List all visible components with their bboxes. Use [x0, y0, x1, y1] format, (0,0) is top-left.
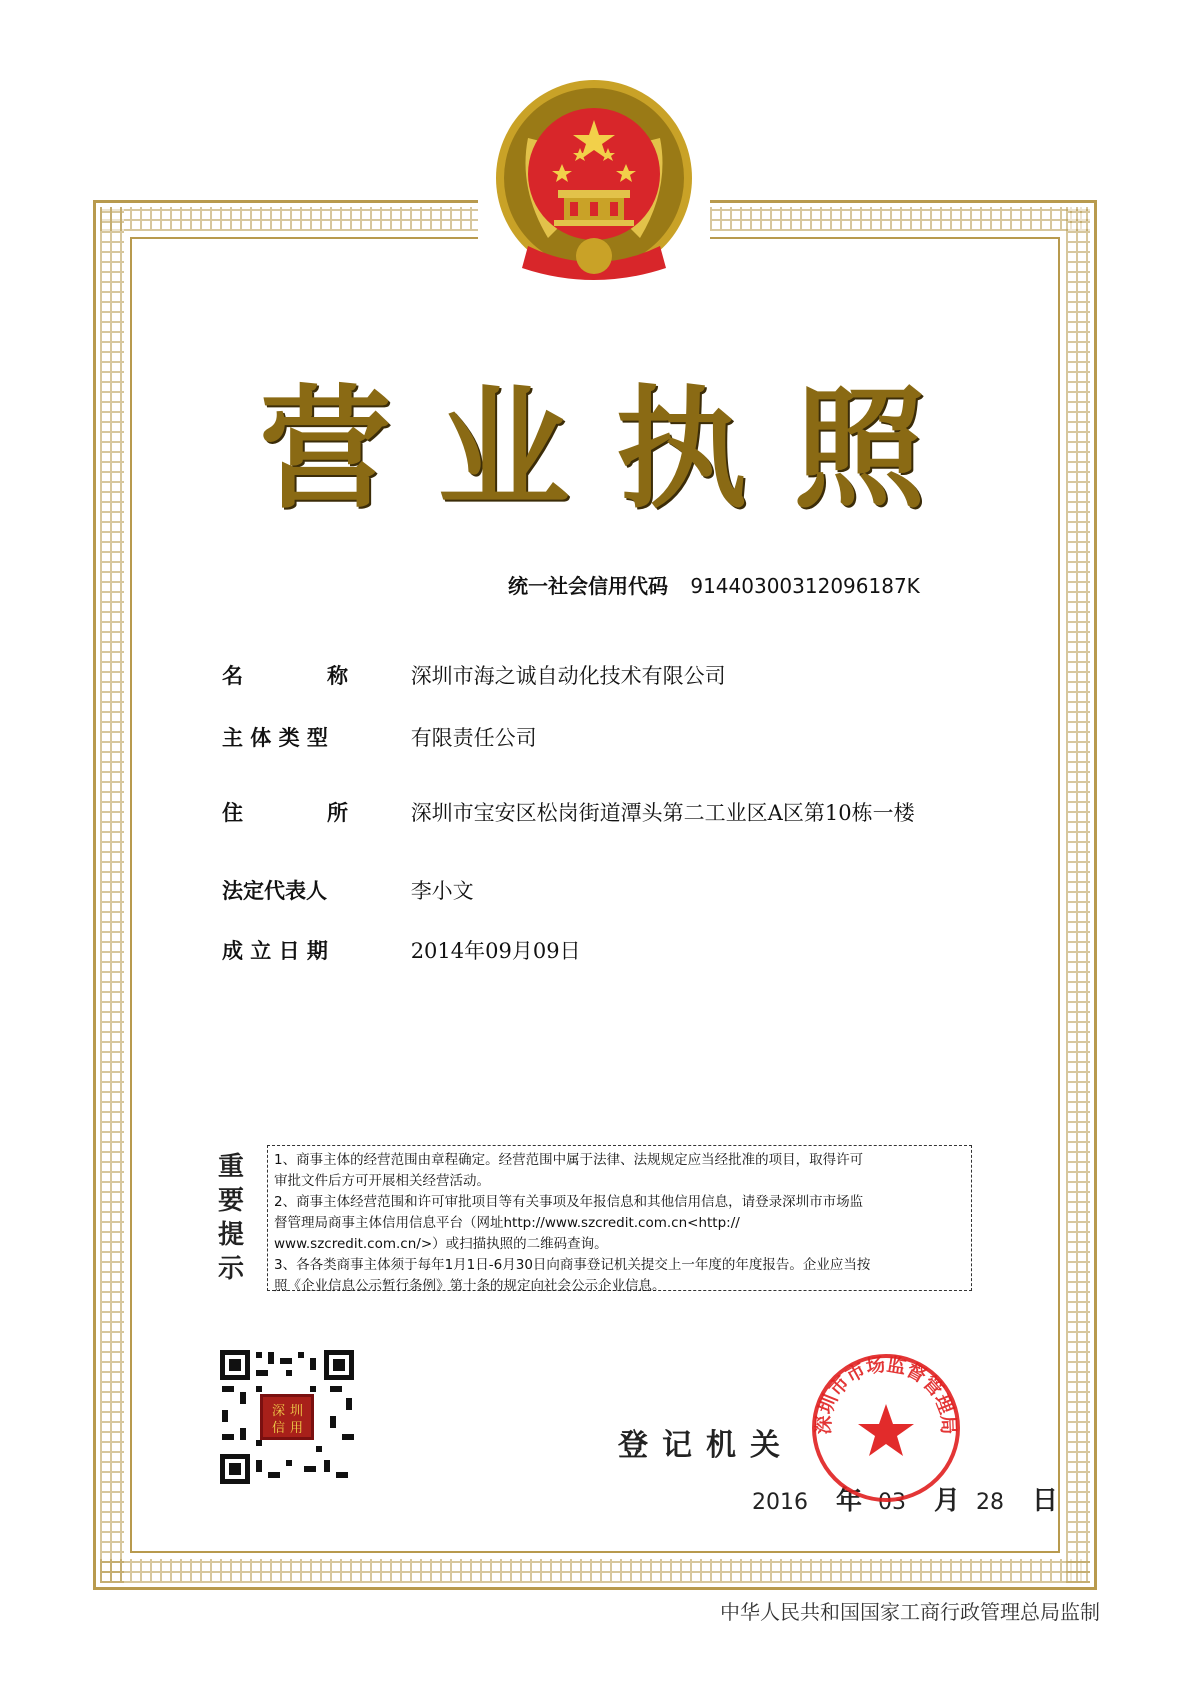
seal-text: 深圳市市场监督管理局: [812, 1353, 960, 1435]
field-value: 深圳市宝安区松岗街道潭头第二工业区A区第10栋一楼: [410, 801, 915, 825]
field-value: 有限责任公司: [410, 726, 537, 750]
field-name: [222, 660, 726, 690]
field-value: 深圳市海之诚自动化技术有限公司: [410, 664, 726, 688]
field-label: 成 立 日 期: [222, 939, 328, 963]
registration-authority-label: 登记机关: [618, 1428, 794, 1463]
notice-line: 2、商事主体经营范围和许可审批项目等有关事项及年报信息和其他信用信息，请登录深圳市市场监: [274, 1194, 864, 1210]
document-title: 营业执照: [259, 372, 972, 527]
field-legal-rep: [222, 875, 474, 905]
field-label: 名 称: [222, 664, 348, 688]
field-established-date: [222, 935, 581, 965]
field-label: 住 所: [222, 801, 348, 825]
qr-code-icon: [220, 1350, 354, 1484]
notice-line: 3、各各类商事主体须于每年1月1日-6月30日向商事登记机关提交上一年度的年度报告。企业应当按: [274, 1257, 871, 1273]
notice-label: 重要提示: [218, 1152, 245, 1284]
qr-badge-char: 深: [272, 1404, 286, 1419]
field-address: [222, 797, 915, 827]
credit-code-label: 统一社会信用代码: [508, 574, 668, 598]
official-seal-icon: [808, 1350, 964, 1506]
notice-line: 1、商事主体的经营范围由章程确定。经营范围中属于法律、法规规定应当经批准的项目，取得许可: [274, 1152, 864, 1168]
field-value: 2014年09月09日: [410, 939, 581, 963]
reg-year: 2016: [752, 1490, 808, 1515]
notice-line: 督管理局商事主体信用信息平台（网址http://www.szcredit.com.cn<http://: [274, 1215, 740, 1231]
notice-line: www.szcredit.com.cn/>）或扫描执照的二维码查询。: [274, 1236, 608, 1252]
credit-code-row: [508, 570, 920, 599]
notice-box: [267, 1145, 972, 1294]
qr-badge-char: 信: [272, 1421, 286, 1436]
reg-month: 03: [878, 1490, 907, 1515]
reg-month-unit: 月: [934, 1486, 961, 1516]
reg-day: 28: [976, 1490, 1005, 1515]
notice-line: 审批文件后方可开展相关经营活动。: [274, 1173, 490, 1189]
reg-day-unit: 日: [1032, 1486, 1059, 1516]
national-emblem-icon: [488, 78, 700, 290]
qr-badge-char: 用: [290, 1421, 304, 1436]
field-value: 李小文: [410, 879, 474, 903]
notice-line: 照《企业信息公示暂行条例》第十条的规定向社会公示企业信息。: [274, 1278, 666, 1294]
field-label: 法定代表人: [222, 879, 327, 903]
qr-badge-char: 圳: [290, 1404, 304, 1419]
credit-code-value: 91440300312096187K: [690, 574, 920, 598]
field-label: 主 体 类 型: [222, 726, 328, 750]
reg-year-unit: 年: [836, 1486, 863, 1516]
field-entity-type: [222, 722, 537, 752]
footer-supervision: 中华人民共和国国家工商行政管理总局监制: [720, 1600, 1100, 1624]
